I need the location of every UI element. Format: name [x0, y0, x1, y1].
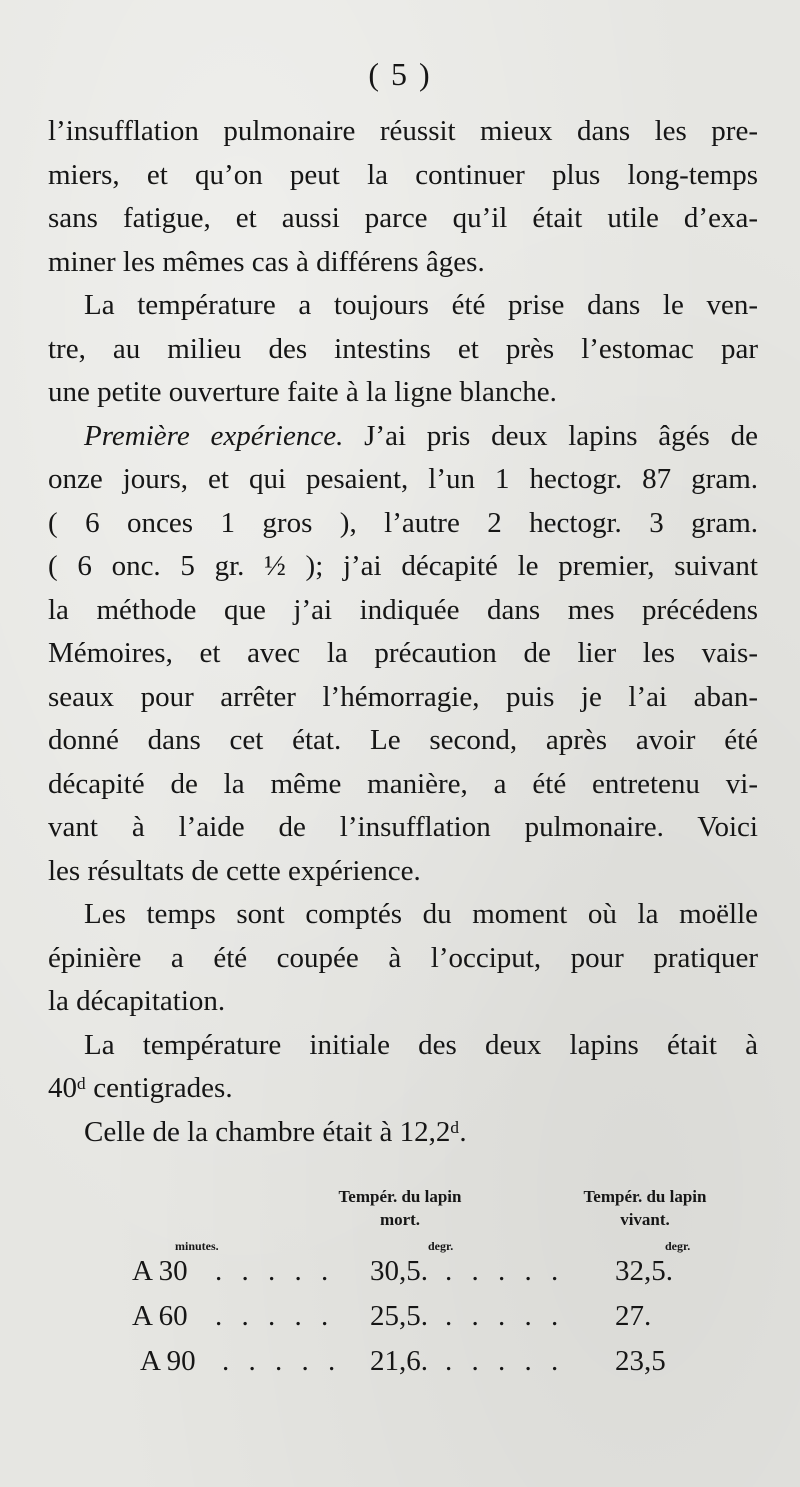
paragraph-4: [48, 893, 758, 1024]
unit-degrees-alive: degr.: [665, 1239, 691, 1253]
experiment-heading: Première expérience.: [84, 419, 344, 452]
leader-dots: . . . . .: [445, 1345, 565, 1377]
alive-temp-cell: 32,5.: [615, 1255, 673, 1287]
column-header-dead: [300, 1185, 500, 1231]
text-line: ( 6 onces 1 gros ), l’autre 2 hectogr. 3 gram.: [48, 506, 758, 539]
text-fragment: J’ai pris deux lapins âgés de: [343, 419, 758, 452]
text-line: la décapitation.: [48, 985, 226, 1017]
text-line: miers, et qu’on peut la continuer plus long-temps: [48, 158, 758, 191]
page-number: ( 5 ): [368, 56, 432, 92]
paragraph-3: [48, 415, 758, 894]
text-line: miner les mêmes cas à différens âges.: [48, 245, 485, 278]
column-header-line: mort.: [379, 1210, 421, 1229]
column-header-line: vivant.: [620, 1210, 670, 1229]
table-row: [0, 1345, 800, 1389]
table-row: [0, 1255, 800, 1299]
paragraph-1: [48, 110, 758, 284]
time-cell: A 30: [132, 1255, 188, 1287]
text-line: tre, au milieu des intestins et près l’estomac par: [48, 332, 758, 365]
text-line: sans fatigue, et aussi parce qu’il était utile d’exa-: [48, 202, 758, 234]
dead-temp-cell: 25,5.: [370, 1300, 428, 1332]
text-line: seaux pour arrêter l’hémorragie, puis je l’ai aban-: [48, 680, 758, 713]
text-line: la méthode que j’ai indiquée dans mes précédens: [48, 593, 758, 626]
paragraph-5: [48, 1024, 758, 1111]
paragraph-6: [48, 1111, 758, 1155]
text-line: ( 6 onc. 5 gr. ½ ); j’ai décapité le premier, suivant: [48, 550, 758, 582]
text-line: Mémoires, et avec la précaution de lier les vais-: [48, 637, 758, 669]
text-line: épinière a été coupée à l’occiput, pour pratiquer: [48, 941, 758, 974]
column-header-line: Tempér. du lapin: [338, 1187, 462, 1206]
body-text: [48, 110, 758, 1154]
text-line: La température a toujours été prise dans le ven-: [84, 289, 758, 321]
dead-temp-cell: 30,5.: [370, 1255, 428, 1287]
text-line: 40ᵈ centigrades.: [48, 1072, 233, 1104]
text-line: onze jours, et qui pesaient, l’un 1 hectogr. 87 gram.: [48, 463, 758, 495]
leader-dots: . . . . .: [215, 1255, 335, 1287]
leader-dots: . . . . .: [215, 1300, 335, 1332]
text-line: Celle de la chambre était à 12,2ᵈ.: [84, 1115, 467, 1148]
leader-dots: . . . . .: [222, 1345, 342, 1377]
leader-dots: . . . . .: [445, 1300, 565, 1332]
text-line: Les temps sont comptés du moment où la moëlle: [84, 898, 758, 930]
unit-degrees-dead: degr.: [428, 1239, 454, 1253]
leader-dots: . . . . .: [445, 1255, 565, 1287]
alive-temp-cell: 23,5: [615, 1345, 666, 1377]
time-cell: A 90: [140, 1345, 196, 1377]
alive-temp-cell: 27.: [615, 1300, 652, 1332]
table-row: [0, 1300, 800, 1344]
text-line: une petite ouverture faite à la ligne blanche.: [48, 376, 557, 408]
column-header-alive: [545, 1185, 745, 1231]
text-line: La température initiale des deux lapins était à: [84, 1028, 758, 1061]
unit-minutes: minutes.: [175, 1239, 219, 1253]
text-line: les résultats de cette expérience.: [48, 854, 421, 887]
column-header-line: Tempér. du lapin: [583, 1187, 707, 1206]
text-line: décapité de la même manière, a été entretenu vi-: [48, 767, 758, 800]
text-line: donné dans cet état. Le second, après avoir été: [48, 724, 758, 756]
dead-temp-cell: 21,6.: [370, 1345, 428, 1377]
text-line: [48, 415, 758, 459]
text-line: vant à l’aide de l’insufflation pulmonaire. Voici: [48, 811, 758, 843]
paragraph-2: [48, 284, 758, 415]
text-line: l’insufflation pulmonaire réussit mieux dans les pre-: [48, 115, 758, 147]
time-cell: A 60: [132, 1300, 188, 1332]
